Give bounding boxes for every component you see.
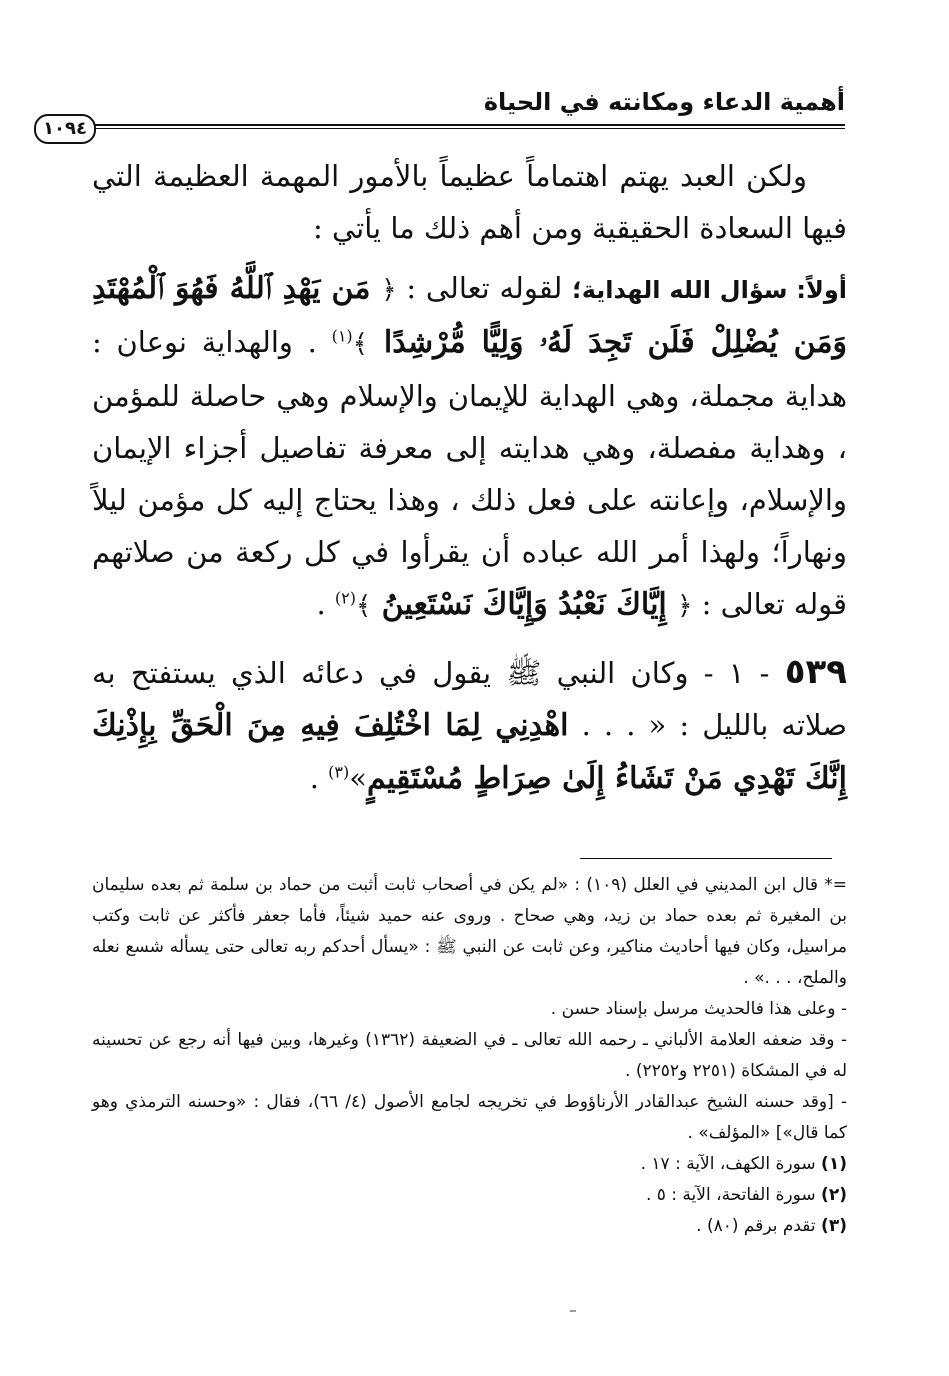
footnote-ref-3 — [92, 1211, 847, 1242]
verse-two-brace-close: ﴾ — [356, 591, 372, 621]
intro-paragraph: ولكن العبد يهتم اهتماماً عظيماً بالأمور المهمة العظيمة التي فيها السعادة الحقيقية ومن أهم ذلك ما يأتي : — [92, 159, 847, 245]
footnote-mark-2: (٢) — [334, 588, 356, 608]
verse-one: مَن يَهْدِ ٱللَّهُ فَهُوَ ٱلْمُهْتَدِ وَمَن يُضْلِلْ فَلَن تَجِدَ لَهُۥ وَلِيًّا مُّرْشِدًا — [92, 271, 847, 360]
point-one-paragraph — [92, 262, 847, 632]
point-one-lead: لقوله تعالى : — [396, 271, 573, 305]
footnote-continuation: =* قال ابن المديني في العلل (١٠٩) : «لم يكن في أصحاب ثابت أثبت من حماد بن سلمة ثم بعده سليمان بن المغيرة ثم بعده حماد بن زيد، وهي صحاح . وروى عنه حميد شيئاً، فأما جعفر فأكثر عن ثابت وكتب مراسيل، وكان فيها أحاديث مناكير، وعن ثابت عن النبي ﷺ : «يسأل أحدكم ربه تعالى حتى يسأله شسع نعله والملح، . . .» . — [92, 875, 847, 988]
footnote-ref-number: (١) — [821, 1154, 847, 1174]
verse-brace-close: ﴾ — [352, 329, 368, 359]
footnote-note-a: - وعلى هذا فالحديث مرسل بإسناد حسن . — [550, 999, 847, 1019]
hadith-intro: وكان النبي ﷺ يقول في دعائه الذي يستفتح به صلاته بالليل : « . . . — [92, 656, 847, 742]
hadith-paragraph — [92, 646, 847, 805]
footnote-separator — [580, 858, 832, 859]
footnote-ref-1 — [92, 1149, 847, 1180]
verse-two-brace-open: ﴿ — [677, 591, 693, 621]
hadith-number: ٥٣٩ — [784, 652, 847, 692]
footnote-mark-1: (١) — [331, 326, 353, 346]
end-period: . — [316, 587, 335, 621]
page-number: ١٠٩٤ — [34, 114, 96, 144]
hadith-close: » — [349, 761, 368, 795]
footnote-mark-3: (٣) — [328, 762, 350, 782]
footnote-ref-text: سورة الكهف، الآية : ١٧ . — [640, 1154, 816, 1174]
hadith-text: اهْدِنِي لِمَا اخْتُلِفَ فِيهِ مِنَ الْحَقِّ بِإِذْنِكَ إِنَّكَ تَهْدِي مَنْ تَشَاءُ إِلَىٰ صِرَاطٍ مُسْتَقِيمٍ — [92, 708, 847, 796]
hadith-end-period: . — [309, 761, 329, 795]
point-one-text: . والهداية نوعان : هداية مجملة، وهي الهداية للإيمان والإسلام وهي حاصلة للمؤمن ، وهداية مفصلة، وهي هدايته إلى معرفة تفاصيل أجزاء الإيمان والإسلام، وإعانته على فعل ذلك ، وهذا يحتاج إليه كل مؤمن ليلاً ونهاراً؛ ولهذا أمر الله عباده أن يقرأوا في كل ركعة من صلاتهم قوله تعالى : — [92, 325, 847, 621]
header-title: أهمية الدعاء ومكانته في الحياة — [483, 88, 845, 116]
footnote-ref-2 — [92, 1180, 847, 1211]
hadith-sequence: - ١ - — [688, 656, 785, 690]
footnote-note-c: - [وقد حسنه الشيخ عبدالقادر الأرناؤوط في تخريجه لجامع الأصول (٤/ ٦٦)، فقال : «وحسنه الترمذي وهو كما قال»] «المؤلف» . — [92, 1092, 847, 1143]
footnote-ref-text: سورة الفاتحة، الآية : ٥ . — [645, 1185, 816, 1205]
footnote-ref-text: تقدم برقم (٨٠) . — [696, 1216, 816, 1236]
footnote-note-b: - وقد ضعفه العلامة الألباني ـ رحمه الله تعالى ـ في الضعيفة (١٣٦٢) وغيرها، وبين فيها أنه رجع عن تحسينه له في المشكاة (٢٢٥١ و٢٢٥٢) . — [92, 1030, 847, 1081]
running-header — [85, 88, 845, 128]
verse-two: إِيَّاكَ نَعْبُدُ وَإِيَّاكَ نَسْتَعِينُ — [371, 587, 678, 622]
footnote-ref-number: (٣) — [821, 1216, 847, 1236]
point-one-label: أولاً: سؤال الله الهداية؛ — [572, 276, 848, 304]
footnote-ref-number: (٢) — [821, 1185, 847, 1205]
verse-brace-open: ﴿ — [381, 275, 397, 305]
footnotes — [92, 870, 847, 1242]
main-text — [92, 150, 847, 805]
scan-mark — [570, 1310, 576, 1312]
header-rule — [92, 124, 845, 129]
